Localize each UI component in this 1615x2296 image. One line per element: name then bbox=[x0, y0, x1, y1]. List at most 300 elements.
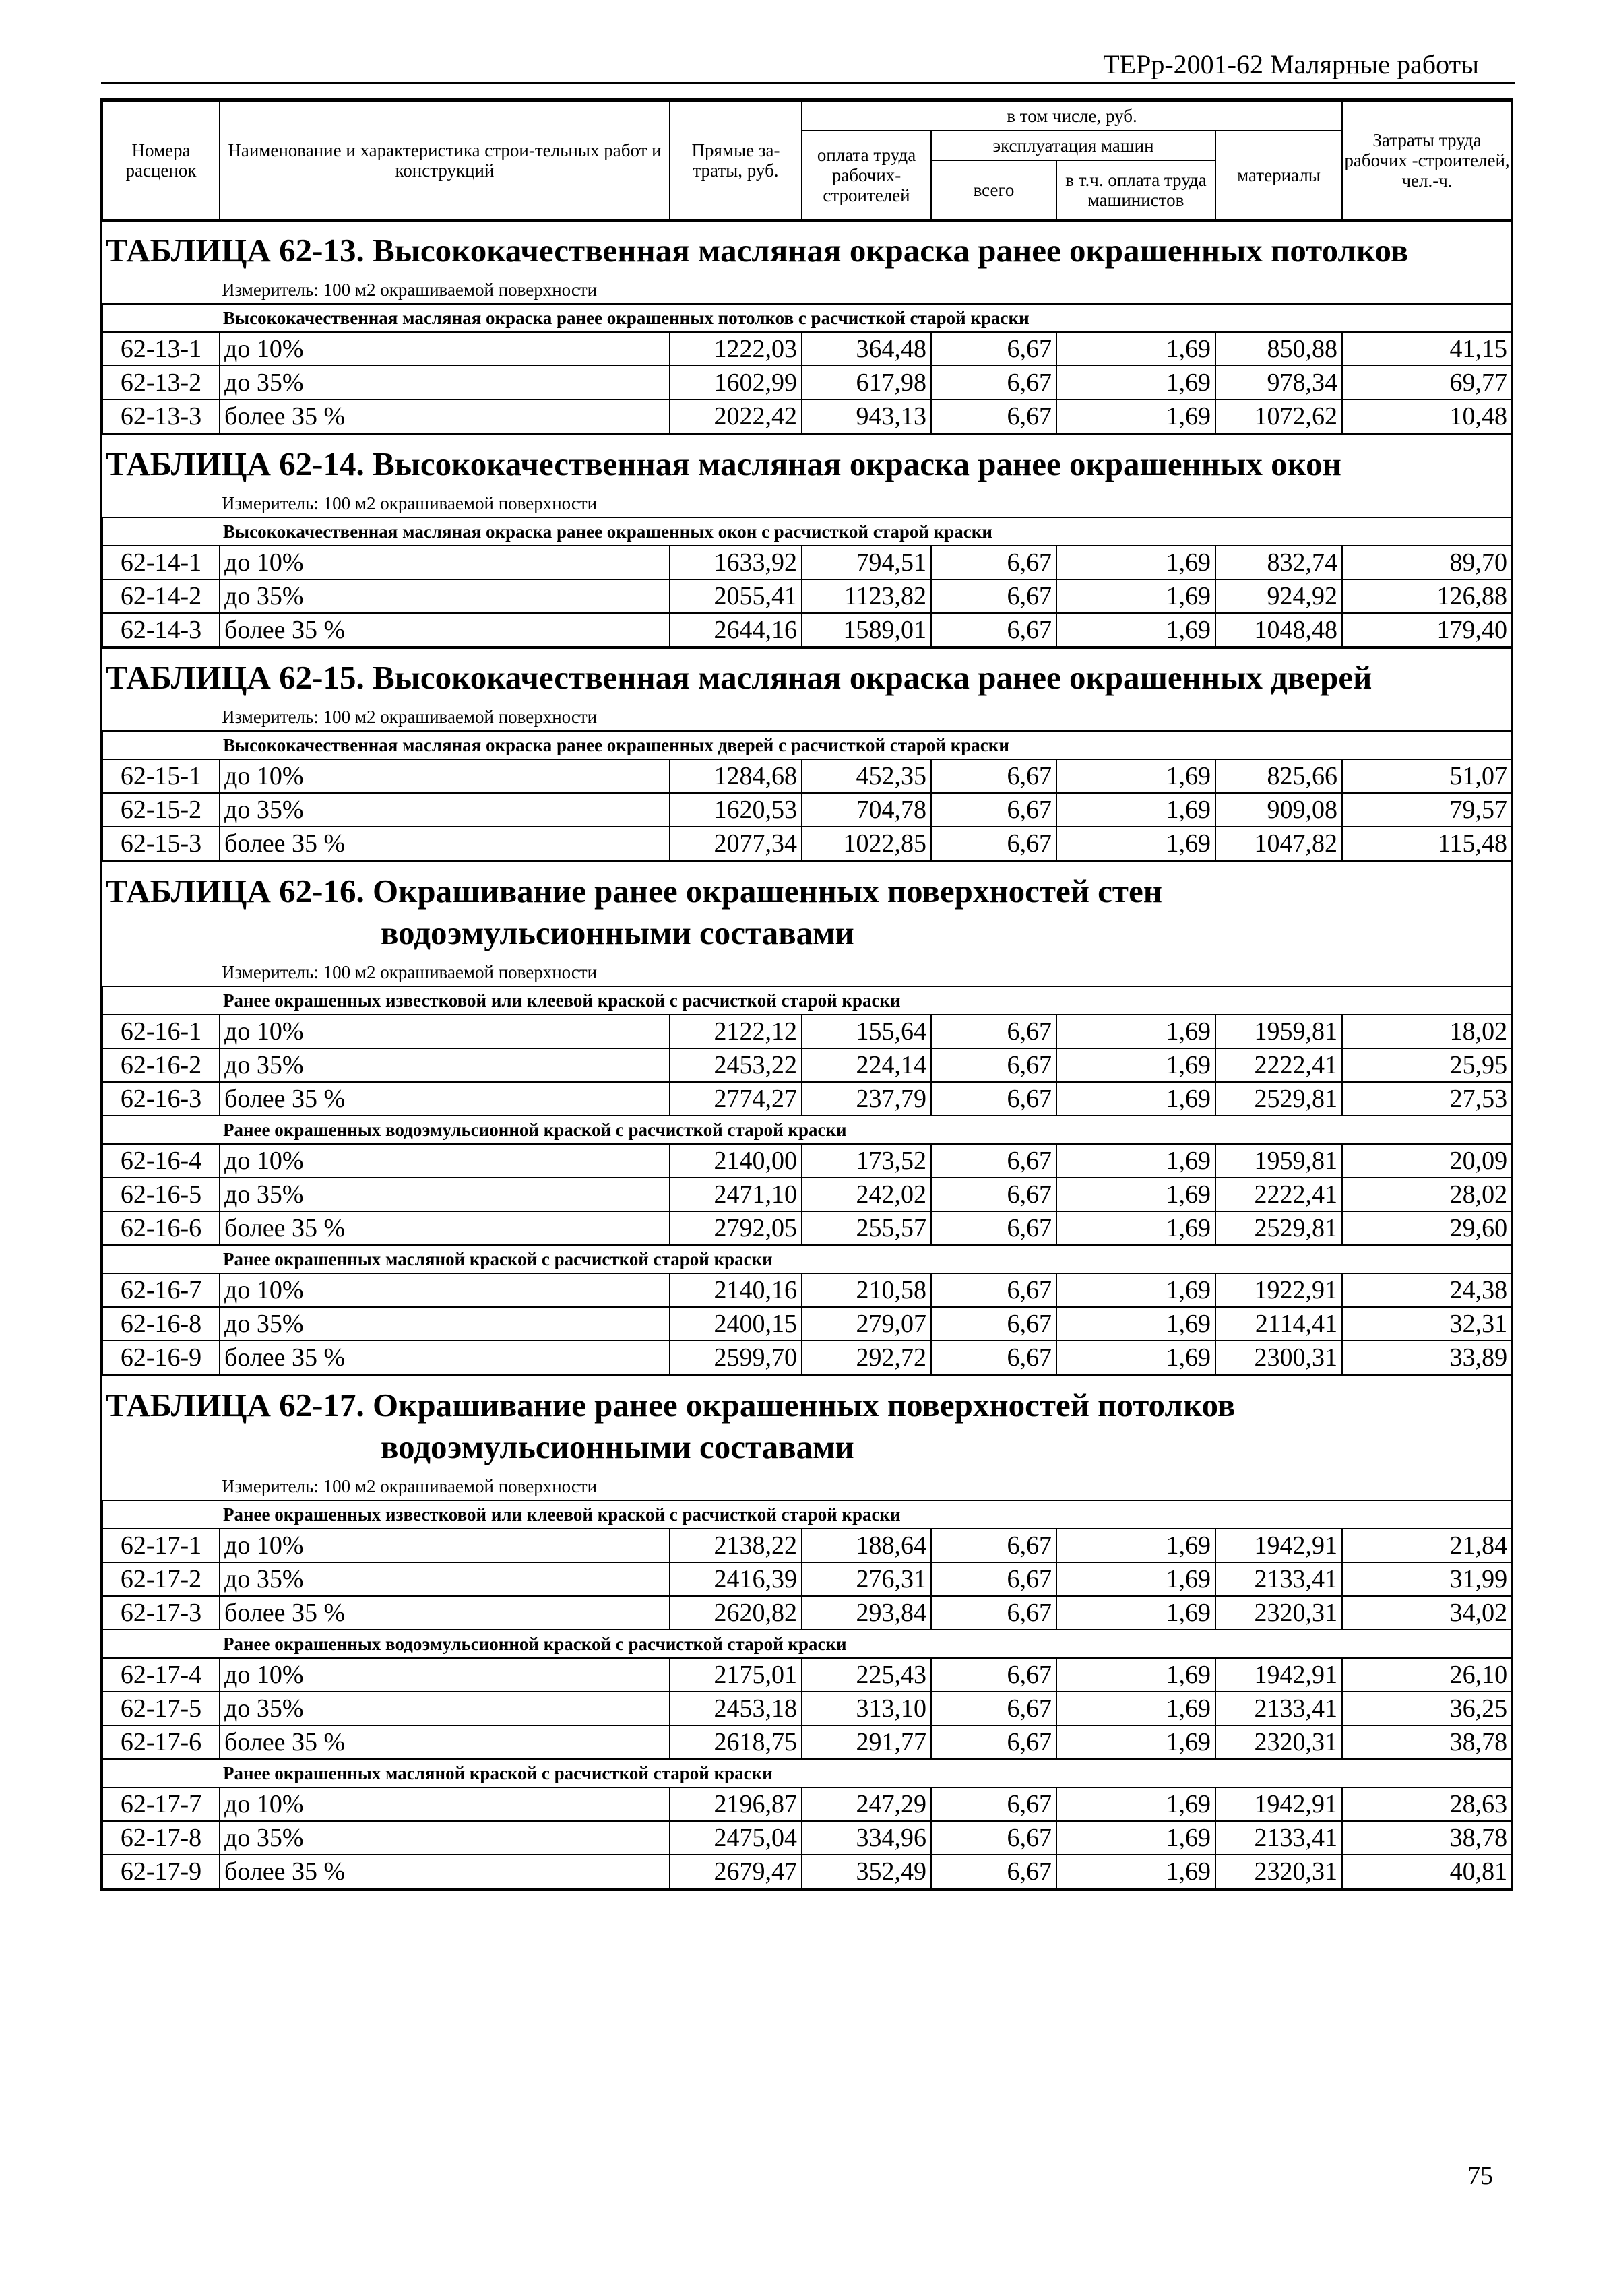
labor-costs: 27,53 bbox=[1342, 1082, 1512, 1116]
group-subtitle-row bbox=[102, 986, 1512, 1015]
price-table bbox=[100, 98, 1513, 1891]
header-code: Номера расценок bbox=[102, 101, 220, 220]
rate-code: 62-17-9 bbox=[102, 1855, 220, 1888]
machinists-wages: 1,69 bbox=[1056, 613, 1215, 647]
header-materials: материалы bbox=[1215, 131, 1342, 220]
labor-costs: 18,02 bbox=[1342, 1015, 1512, 1048]
wages: 155,64 bbox=[802, 1015, 931, 1048]
group-subtitle-row bbox=[102, 1630, 1512, 1658]
labor-costs: 34,02 bbox=[1342, 1596, 1512, 1630]
group-subtitle-row bbox=[102, 731, 1512, 759]
machinists-wages: 1,69 bbox=[1056, 1178, 1215, 1211]
measure-unit: Измеритель: 100 м2 окрашиваемой поверхности bbox=[102, 959, 1511, 987]
machinists-wages: 1,69 bbox=[1056, 1015, 1215, 1048]
machines-total: 6,67 bbox=[931, 546, 1056, 579]
labor-costs: 115,48 bbox=[1342, 827, 1512, 860]
table-row bbox=[102, 1144, 1512, 1178]
materials: 1959,81 bbox=[1215, 1015, 1342, 1048]
machinists-wages: 1,69 bbox=[1056, 827, 1215, 860]
rate-code: 62-13-2 bbox=[102, 366, 220, 400]
machines-total: 6,67 bbox=[931, 1178, 1056, 1211]
work-name: более 35 % bbox=[220, 1725, 670, 1759]
wages: 352,49 bbox=[802, 1855, 931, 1888]
table-row bbox=[102, 1211, 1512, 1245]
machinists-wages: 1,69 bbox=[1056, 1144, 1215, 1178]
direct-costs: 2022,42 bbox=[670, 400, 802, 433]
rate-code: 62-16-6 bbox=[102, 1211, 220, 1245]
machinists-wages: 1,69 bbox=[1056, 1596, 1215, 1630]
materials: 850,88 bbox=[1215, 332, 1342, 366]
rate-code: 62-16-8 bbox=[102, 1307, 220, 1341]
machines-total: 6,67 bbox=[931, 759, 1056, 793]
section-title bbox=[102, 435, 1511, 490]
section-title-line: водоэмульсионными составами bbox=[381, 1428, 854, 1465]
machines-total: 6,67 bbox=[931, 1144, 1056, 1178]
materials: 2114,41 bbox=[1215, 1307, 1342, 1341]
rate-code: 62-16-3 bbox=[102, 1082, 220, 1116]
table-row bbox=[102, 1562, 1512, 1596]
machinists-wages: 1,69 bbox=[1056, 332, 1215, 366]
labor-costs: 51,07 bbox=[1342, 759, 1512, 793]
machines-total: 6,67 bbox=[931, 1562, 1056, 1596]
group-subtitle: Ранее окрашенных водоэмульсионной краской с расчисткой старой краски bbox=[102, 1630, 1512, 1658]
materials: 1942,91 bbox=[1215, 1529, 1342, 1562]
table-row bbox=[102, 1178, 1512, 1211]
measure-unit: Измеритель: 100 м2 окрашиваемой поверхности bbox=[102, 704, 1511, 732]
direct-costs: 1602,99 bbox=[670, 366, 802, 400]
table-row bbox=[102, 1821, 1512, 1855]
work-name: до 35% bbox=[220, 1692, 670, 1725]
work-name: до 10% bbox=[220, 759, 670, 793]
header-name: Наименование и характеристика строи-тельных работ и конструкций bbox=[220, 101, 670, 220]
machinists-wages: 1,69 bbox=[1056, 1821, 1215, 1855]
rate-code: 62-16-9 bbox=[102, 1341, 220, 1374]
direct-costs: 2792,05 bbox=[670, 1211, 802, 1245]
wages: 334,96 bbox=[802, 1821, 931, 1855]
rate-code: 62-16-1 bbox=[102, 1015, 220, 1048]
direct-costs: 2138,22 bbox=[670, 1529, 802, 1562]
table-section bbox=[102, 1375, 1511, 1889]
table-row bbox=[102, 546, 1512, 579]
column-header bbox=[102, 100, 1513, 220]
group-subtitle: Ранее окрашенных масляной краской с расчисткой старой краски bbox=[102, 1245, 1512, 1273]
machines-total: 6,67 bbox=[931, 579, 1056, 613]
labor-costs: 26,10 bbox=[1342, 1658, 1512, 1692]
labor-costs: 36,25 bbox=[1342, 1692, 1512, 1725]
header-machines-total: всего bbox=[931, 160, 1056, 220]
rate-code: 62-15-2 bbox=[102, 793, 220, 827]
table-section bbox=[102, 220, 1511, 434]
labor-costs: 31,99 bbox=[1342, 1562, 1512, 1596]
work-name: до 35% bbox=[220, 793, 670, 827]
machinists-wages: 1,69 bbox=[1056, 1082, 1215, 1116]
table-row bbox=[102, 1529, 1512, 1562]
work-name: до 35% bbox=[220, 579, 670, 613]
materials: 2133,41 bbox=[1215, 1562, 1342, 1596]
work-name: более 35 % bbox=[220, 827, 670, 860]
table-row bbox=[102, 1692, 1512, 1725]
machines-total: 6,67 bbox=[931, 1273, 1056, 1307]
table-row bbox=[102, 1725, 1512, 1759]
materials: 1047,82 bbox=[1215, 827, 1342, 860]
rate-code: 62-14-3 bbox=[102, 613, 220, 647]
work-name: до 35% bbox=[220, 1821, 670, 1855]
table-section bbox=[102, 861, 1511, 1375]
labor-costs: 28,02 bbox=[1342, 1178, 1512, 1211]
machinists-wages: 1,69 bbox=[1056, 1048, 1215, 1082]
machines-total: 6,67 bbox=[931, 827, 1056, 860]
measure-unit: Измеритель: 100 м2 окрашиваемой поверхности bbox=[102, 1473, 1511, 1501]
section-title-line: ТАБЛИЦА 62-16. Окрашивание ранее окрашенных поверхностей стен bbox=[106, 872, 1162, 910]
machines-total: 6,67 bbox=[931, 1082, 1056, 1116]
table-row bbox=[102, 827, 1512, 860]
measure-unit: Измеритель: 100 м2 окрашиваемой поверхности bbox=[102, 490, 1511, 518]
materials: 2529,81 bbox=[1215, 1082, 1342, 1116]
machinists-wages: 1,69 bbox=[1056, 1692, 1215, 1725]
direct-costs: 2620,82 bbox=[670, 1596, 802, 1630]
materials: 2320,31 bbox=[1215, 1596, 1342, 1630]
section-title bbox=[102, 222, 1511, 277]
group-subtitle: Ранее окрашенных известковой или клеевой краской с расчисткой старой краски bbox=[102, 1500, 1512, 1529]
rate-code: 62-17-7 bbox=[102, 1787, 220, 1821]
machinists-wages: 1,69 bbox=[1056, 400, 1215, 433]
wages: 276,31 bbox=[802, 1562, 931, 1596]
rates-table bbox=[102, 986, 1513, 1375]
section-title bbox=[102, 649, 1511, 704]
labor-costs: 33,89 bbox=[1342, 1341, 1512, 1374]
table-row bbox=[102, 613, 1512, 647]
machines-total: 6,67 bbox=[931, 1529, 1056, 1562]
section-title-line: ТАБЛИЦА 62-17. Окрашивание ранее окрашенных поверхностей потолков bbox=[106, 1386, 1236, 1424]
materials: 832,74 bbox=[1215, 546, 1342, 579]
wages: 452,35 bbox=[802, 759, 931, 793]
labor-costs: 21,84 bbox=[1342, 1529, 1512, 1562]
labor-costs: 41,15 bbox=[1342, 332, 1512, 366]
table-row bbox=[102, 793, 1512, 827]
machinists-wages: 1,69 bbox=[1056, 1855, 1215, 1888]
machinists-wages: 1,69 bbox=[1056, 546, 1215, 579]
table-row bbox=[102, 400, 1512, 433]
section-title-line: водоэмульсионными составами bbox=[381, 914, 854, 951]
header-incl: в том числе, руб. bbox=[802, 101, 1342, 131]
wages: 617,98 bbox=[802, 366, 931, 400]
table-row bbox=[102, 1307, 1512, 1341]
direct-costs: 2618,75 bbox=[670, 1725, 802, 1759]
work-name: до 35% bbox=[220, 1178, 670, 1211]
materials: 825,66 bbox=[1215, 759, 1342, 793]
rate-code: 62-17-1 bbox=[102, 1529, 220, 1562]
wages: 237,79 bbox=[802, 1082, 931, 1116]
machinists-wages: 1,69 bbox=[1056, 1725, 1215, 1759]
rate-code: 62-16-7 bbox=[102, 1273, 220, 1307]
table-row bbox=[102, 1855, 1512, 1888]
machinists-wages: 1,69 bbox=[1056, 1529, 1215, 1562]
materials: 1942,91 bbox=[1215, 1658, 1342, 1692]
rate-code: 62-17-4 bbox=[102, 1658, 220, 1692]
measure-unit: Измеритель: 100 м2 окрашиваемой поверхности bbox=[102, 277, 1511, 305]
table-row bbox=[102, 759, 1512, 793]
direct-costs: 2416,39 bbox=[670, 1562, 802, 1596]
header-wages: оплата труда рабочих-строителей bbox=[802, 131, 931, 220]
rates-table bbox=[102, 1500, 1513, 1889]
labor-costs: 89,70 bbox=[1342, 546, 1512, 579]
group-subtitle: Ранее окрашенных масляной краской с расчисткой старой краски bbox=[102, 1759, 1512, 1787]
direct-costs: 2475,04 bbox=[670, 1821, 802, 1855]
direct-costs: 2077,34 bbox=[670, 827, 802, 860]
machinists-wages: 1,69 bbox=[1056, 793, 1215, 827]
work-name: до 10% bbox=[220, 1273, 670, 1307]
table-section bbox=[102, 434, 1511, 647]
group-subtitle-row bbox=[102, 1116, 1512, 1144]
section-title-line: ТАБЛИЦА 62-13. Высококачественная масляная окраска ранее окрашенных потолков bbox=[106, 232, 1409, 269]
materials: 2529,81 bbox=[1215, 1211, 1342, 1245]
materials: 2133,41 bbox=[1215, 1821, 1342, 1855]
work-name: до 35% bbox=[220, 1307, 670, 1341]
labor-costs: 10,48 bbox=[1342, 400, 1512, 433]
machinists-wages: 1,69 bbox=[1056, 1658, 1215, 1692]
rates-table bbox=[102, 517, 1513, 647]
direct-costs: 2196,87 bbox=[670, 1787, 802, 1821]
machinists-wages: 1,69 bbox=[1056, 759, 1215, 793]
labor-costs: 38,78 bbox=[1342, 1725, 1512, 1759]
labor-costs: 79,57 bbox=[1342, 793, 1512, 827]
rate-code: 62-14-1 bbox=[102, 546, 220, 579]
work-name: до 35% bbox=[220, 1562, 670, 1596]
wages: 1589,01 bbox=[802, 613, 931, 647]
rate-code: 62-15-1 bbox=[102, 759, 220, 793]
machines-total: 6,67 bbox=[931, 1048, 1056, 1082]
page-number: 75 bbox=[1467, 2162, 1493, 2190]
direct-costs: 2679,47 bbox=[670, 1855, 802, 1888]
header-direct: Прямые за-траты, руб. bbox=[670, 101, 802, 220]
rate-code: 62-15-3 bbox=[102, 827, 220, 860]
work-name: более 35 % bbox=[220, 1855, 670, 1888]
rate-code: 62-17-6 bbox=[102, 1725, 220, 1759]
table-row bbox=[102, 1015, 1512, 1048]
materials: 2320,31 bbox=[1215, 1855, 1342, 1888]
direct-costs: 2055,41 bbox=[670, 579, 802, 613]
direct-costs: 2140,00 bbox=[670, 1144, 802, 1178]
labor-costs: 40,81 bbox=[1342, 1855, 1512, 1888]
wages: 188,64 bbox=[802, 1529, 931, 1562]
group-subtitle: Высококачественная масляная окраска ранее окрашенных окон с расчисткой старой краски bbox=[102, 517, 1512, 546]
direct-costs: 1222,03 bbox=[670, 332, 802, 366]
section-title bbox=[102, 1376, 1511, 1473]
direct-costs: 2140,16 bbox=[670, 1273, 802, 1307]
work-name: до 35% bbox=[220, 366, 670, 400]
direct-costs: 1620,53 bbox=[670, 793, 802, 827]
materials: 1922,91 bbox=[1215, 1273, 1342, 1307]
materials: 1072,62 bbox=[1215, 400, 1342, 433]
rate-code: 62-17-3 bbox=[102, 1596, 220, 1630]
rates-table bbox=[102, 303, 1513, 434]
table-section bbox=[102, 647, 1511, 861]
table-row bbox=[102, 1787, 1512, 1821]
rate-code: 62-17-5 bbox=[102, 1692, 220, 1725]
table-row bbox=[102, 1596, 1512, 1630]
work-name: более 35 % bbox=[220, 613, 670, 647]
work-name: более 35 % bbox=[220, 400, 670, 433]
machinists-wages: 1,69 bbox=[1056, 1787, 1215, 1821]
work-name: до 10% bbox=[220, 1529, 670, 1562]
work-name: до 35% bbox=[220, 1048, 670, 1082]
wages: 293,84 bbox=[802, 1596, 931, 1630]
machinists-wages: 1,69 bbox=[1056, 579, 1215, 613]
header-machinists: в т.ч. оплата труда машинистов bbox=[1056, 160, 1215, 220]
wages: 210,58 bbox=[802, 1273, 931, 1307]
table-row bbox=[102, 579, 1512, 613]
work-name: до 10% bbox=[220, 1658, 670, 1692]
machines-total: 6,67 bbox=[931, 1787, 1056, 1821]
section-title bbox=[102, 862, 1511, 959]
group-subtitle: Высококачественная масляная окраска ранее окрашенных потолков с расчисткой старой краски bbox=[102, 304, 1512, 332]
group-subtitle-row bbox=[102, 304, 1512, 332]
table-row bbox=[102, 332, 1512, 366]
work-name: до 10% bbox=[220, 1787, 670, 1821]
labor-costs: 25,95 bbox=[1342, 1048, 1512, 1082]
labor-costs: 29,60 bbox=[1342, 1211, 1512, 1245]
direct-costs: 2453,18 bbox=[670, 1692, 802, 1725]
machines-total: 6,67 bbox=[931, 1596, 1056, 1630]
machines-total: 6,67 bbox=[931, 793, 1056, 827]
materials: 978,34 bbox=[1215, 366, 1342, 400]
machinists-wages: 1,69 bbox=[1056, 1211, 1215, 1245]
labor-costs: 32,31 bbox=[1342, 1307, 1512, 1341]
machinists-wages: 1,69 bbox=[1056, 1562, 1215, 1596]
section-title-line: ТАБЛИЦА 62-14. Высококачественная масляная окраска ранее окрашенных окон bbox=[106, 445, 1341, 482]
machines-total: 6,67 bbox=[931, 1211, 1056, 1245]
direct-costs: 2774,27 bbox=[670, 1082, 802, 1116]
group-subtitle-row bbox=[102, 1759, 1512, 1787]
header-labor: Затраты труда рабочих -строителей, чел.-ч. bbox=[1342, 101, 1512, 220]
document-title: ТЕРр-2001-62 Малярные работы bbox=[1103, 49, 1479, 79]
group-subtitle-row bbox=[102, 517, 1512, 546]
wages: 255,57 bbox=[802, 1211, 931, 1245]
wages: 364,48 bbox=[802, 332, 931, 366]
materials: 1959,81 bbox=[1215, 1144, 1342, 1178]
materials: 1942,91 bbox=[1215, 1787, 1342, 1821]
header-machines: эксплуатация машин bbox=[931, 131, 1215, 160]
machines-total: 6,67 bbox=[931, 1658, 1056, 1692]
work-name: более 35 % bbox=[220, 1341, 670, 1374]
machines-total: 6,67 bbox=[931, 1725, 1056, 1759]
work-name: до 10% bbox=[220, 546, 670, 579]
table-sections bbox=[102, 220, 1511, 1889]
direct-costs: 1284,68 bbox=[670, 759, 802, 793]
materials: 2222,41 bbox=[1215, 1178, 1342, 1211]
header-rule bbox=[101, 82, 1515, 84]
wages: 291,77 bbox=[802, 1725, 931, 1759]
direct-costs: 2400,15 bbox=[670, 1307, 802, 1341]
direct-costs: 2644,16 bbox=[670, 613, 802, 647]
work-name: до 10% bbox=[220, 1015, 670, 1048]
group-subtitle-row bbox=[102, 1500, 1512, 1529]
machines-total: 6,67 bbox=[931, 366, 1056, 400]
labor-costs: 38,78 bbox=[1342, 1821, 1512, 1855]
labor-costs: 24,38 bbox=[1342, 1273, 1512, 1307]
wages: 292,72 bbox=[802, 1341, 931, 1374]
wages: 224,14 bbox=[802, 1048, 931, 1082]
materials: 2300,31 bbox=[1215, 1341, 1342, 1374]
rate-code: 62-16-4 bbox=[102, 1144, 220, 1178]
materials: 2320,31 bbox=[1215, 1725, 1342, 1759]
machinists-wages: 1,69 bbox=[1056, 1307, 1215, 1341]
direct-costs: 2599,70 bbox=[670, 1341, 802, 1374]
direct-costs: 2122,12 bbox=[670, 1015, 802, 1048]
wages: 704,78 bbox=[802, 793, 931, 827]
wages: 247,29 bbox=[802, 1787, 931, 1821]
table-row bbox=[102, 366, 1512, 400]
wages: 225,43 bbox=[802, 1658, 931, 1692]
rate-code: 62-16-2 bbox=[102, 1048, 220, 1082]
wages: 1022,85 bbox=[802, 827, 931, 860]
group-subtitle: Высококачественная масляная окраска ранее окрашенных дверей с расчисткой старой краски bbox=[102, 731, 1512, 759]
machines-total: 6,67 bbox=[931, 1855, 1056, 1888]
direct-costs: 2175,01 bbox=[670, 1658, 802, 1692]
labor-costs: 20,09 bbox=[1342, 1144, 1512, 1178]
direct-costs: 2471,10 bbox=[670, 1178, 802, 1211]
group-subtitle-row bbox=[102, 1245, 1512, 1273]
rate-code: 62-16-5 bbox=[102, 1178, 220, 1211]
labor-costs: 28,63 bbox=[1342, 1787, 1512, 1821]
group-subtitle: Ранее окрашенных известковой или клеевой краской с расчисткой старой краски bbox=[102, 986, 1512, 1015]
materials: 1048,48 bbox=[1215, 613, 1342, 647]
rate-code: 62-13-3 bbox=[102, 400, 220, 433]
labor-costs: 69,77 bbox=[1342, 366, 1512, 400]
table-row bbox=[102, 1658, 1512, 1692]
rate-code: 62-14-2 bbox=[102, 579, 220, 613]
wages: 173,52 bbox=[802, 1144, 931, 1178]
group-subtitle: Ранее окрашенных водоэмульсионной краской с расчисткой старой краски bbox=[102, 1116, 1512, 1144]
machines-total: 6,67 bbox=[931, 1692, 1056, 1725]
work-name: более 35 % bbox=[220, 1596, 670, 1630]
machinists-wages: 1,69 bbox=[1056, 366, 1215, 400]
machinists-wages: 1,69 bbox=[1056, 1273, 1215, 1307]
materials: 2222,41 bbox=[1215, 1048, 1342, 1082]
machines-total: 6,67 bbox=[931, 1821, 1056, 1855]
machines-total: 6,67 bbox=[931, 1307, 1056, 1341]
table-row bbox=[102, 1048, 1512, 1082]
wages: 242,02 bbox=[802, 1178, 931, 1211]
materials: 924,92 bbox=[1215, 579, 1342, 613]
work-name: более 35 % bbox=[220, 1082, 670, 1116]
work-name: до 10% bbox=[220, 1144, 670, 1178]
machines-total: 6,67 bbox=[931, 400, 1056, 433]
wages: 794,51 bbox=[802, 546, 931, 579]
work-name: более 35 % bbox=[220, 1211, 670, 1245]
direct-costs: 1633,92 bbox=[670, 546, 802, 579]
machines-total: 6,67 bbox=[931, 1015, 1056, 1048]
direct-costs: 2453,22 bbox=[670, 1048, 802, 1082]
wages: 943,13 bbox=[802, 400, 931, 433]
section-title-line: ТАБЛИЦА 62-15. Высококачественная масляная окраска ранее окрашенных дверей bbox=[106, 659, 1372, 696]
wages: 279,07 bbox=[802, 1307, 931, 1341]
wages: 313,10 bbox=[802, 1692, 931, 1725]
materials: 909,08 bbox=[1215, 793, 1342, 827]
rate-code: 62-17-8 bbox=[102, 1821, 220, 1855]
wages: 1123,82 bbox=[802, 579, 931, 613]
table-row bbox=[102, 1341, 1512, 1374]
table-row bbox=[102, 1273, 1512, 1307]
table-row bbox=[102, 1082, 1512, 1116]
labor-costs: 126,88 bbox=[1342, 579, 1512, 613]
rates-table bbox=[102, 730, 1513, 861]
machines-total: 6,67 bbox=[931, 1341, 1056, 1374]
labor-costs: 179,40 bbox=[1342, 613, 1512, 647]
work-name: до 10% bbox=[220, 332, 670, 366]
machinists-wages: 1,69 bbox=[1056, 1341, 1215, 1374]
materials: 2133,41 bbox=[1215, 1692, 1342, 1725]
